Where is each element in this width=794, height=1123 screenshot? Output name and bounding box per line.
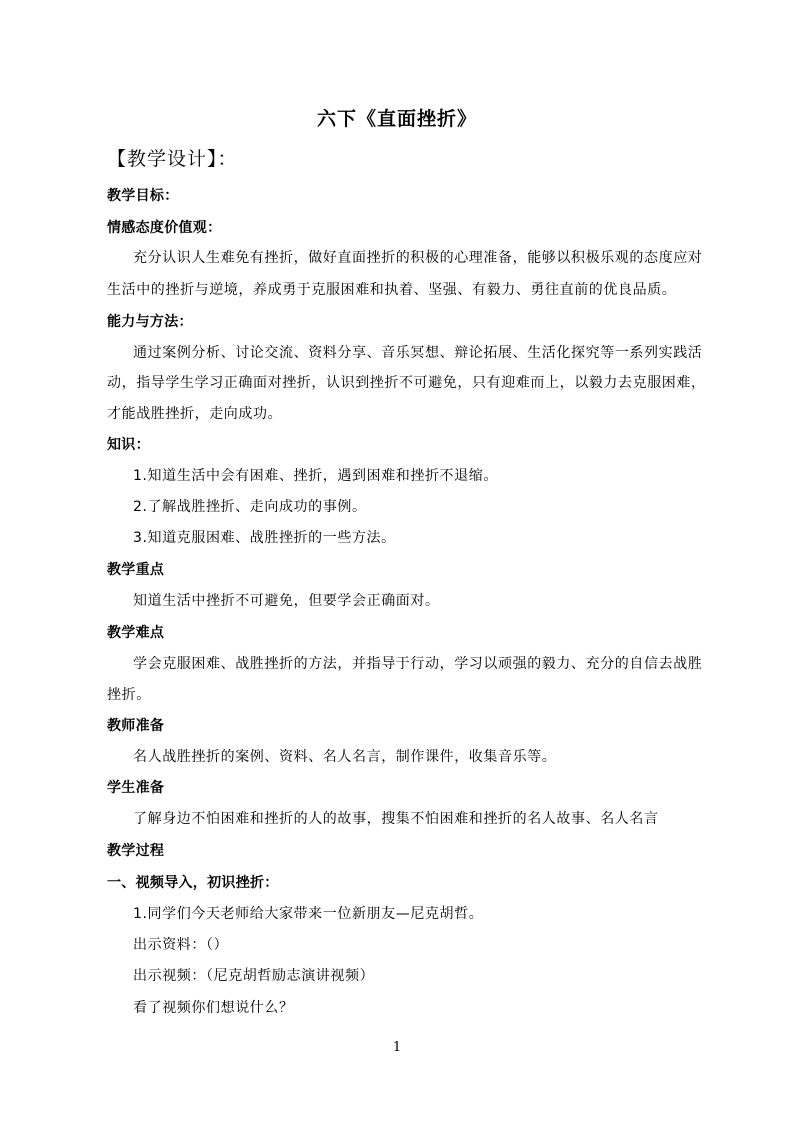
document-title: 六下《直面挫折》 — [316, 108, 477, 130]
page-number: 1 — [392, 1040, 402, 1055]
knowledge-item-2: 2.了解战胜挫折、走向成功的事例。 — [133, 499, 367, 515]
knowledge-heading: 知识： — [107, 437, 150, 453]
design-heading: 【教学设计】： — [107, 148, 238, 170]
ability-line-3: 才能战胜挫折，走向成功。 — [107, 406, 283, 422]
teacher-text: 名人战胜挫折的案例、资料、名人名言，制作课件，收集音乐等。 — [133, 749, 557, 765]
knowledge-item-3: 3.知道克服困难、战胜挫折的一些方法。 — [133, 530, 396, 546]
ability-line-2: 动，指导学生学习正确面对挫折，认识到挫折不可避免，只有迎难而上，以毅力去克服困难， — [107, 375, 706, 391]
process-heading: 教学过程 — [107, 843, 165, 859]
key-heading: 教学重点 — [107, 562, 165, 578]
knowledge-item-1: 1.知道生活中会有困难、挫折，遇到困难和挫折不退缩。 — [133, 468, 498, 484]
step1-line-3: 出示视频：（尼克胡哲励志演讲视频） — [133, 968, 375, 984]
emotion-heading: 情感态度价值观： — [107, 220, 222, 236]
student-text: 了解身边不怕困难和挫折的人的故事，搜集不怕困难和挫折的名人故事、名人名言 — [133, 811, 659, 827]
difficulty-heading: 教学难点 — [107, 625, 165, 641]
key-text: 知道生活中挫折不可避免，但要学会正确面对。 — [133, 593, 440, 609]
step1-heading: 一、视频导入，初识挫折： — [107, 875, 279, 891]
difficulty-line-2: 挫折。 — [107, 687, 151, 703]
emotion-line-1: 充分认识人生难免有挫折，做好直面挫折的积极的心理准备，能够以积极乐观的态度应对 — [133, 250, 703, 266]
goals-heading: 教学目标： — [107, 188, 179, 204]
difficulty-line-1: 学会克服困难、战胜挫折的方法，并指导于行动，学习以顽强的毅力、充分的自信去战胜 — [133, 656, 703, 672]
teacher-heading: 教师准备 — [107, 718, 165, 734]
ability-line-1: 通过案例分析、讨论交流、资料分享、音乐冥想、辩论拓展、生活化探究等一系列实践活 — [133, 345, 703, 361]
ability-heading: 能力与方法： — [107, 314, 193, 330]
step1-line-1: 1.同学们今天老师给大家带来一位新朋友—尼克胡哲。 — [133, 906, 484, 922]
student-heading: 学生准备 — [107, 780, 165, 796]
emotion-line-2: 生活中的挫折与逆境，养成勇于克服困难和执着、坚强、有毅力、勇往直前的优良品质。 — [107, 282, 677, 298]
step1-line-2: 出示资料：（） — [133, 937, 229, 953]
step1-line-4: 看了视频你们想说什么？ — [133, 1000, 294, 1016]
